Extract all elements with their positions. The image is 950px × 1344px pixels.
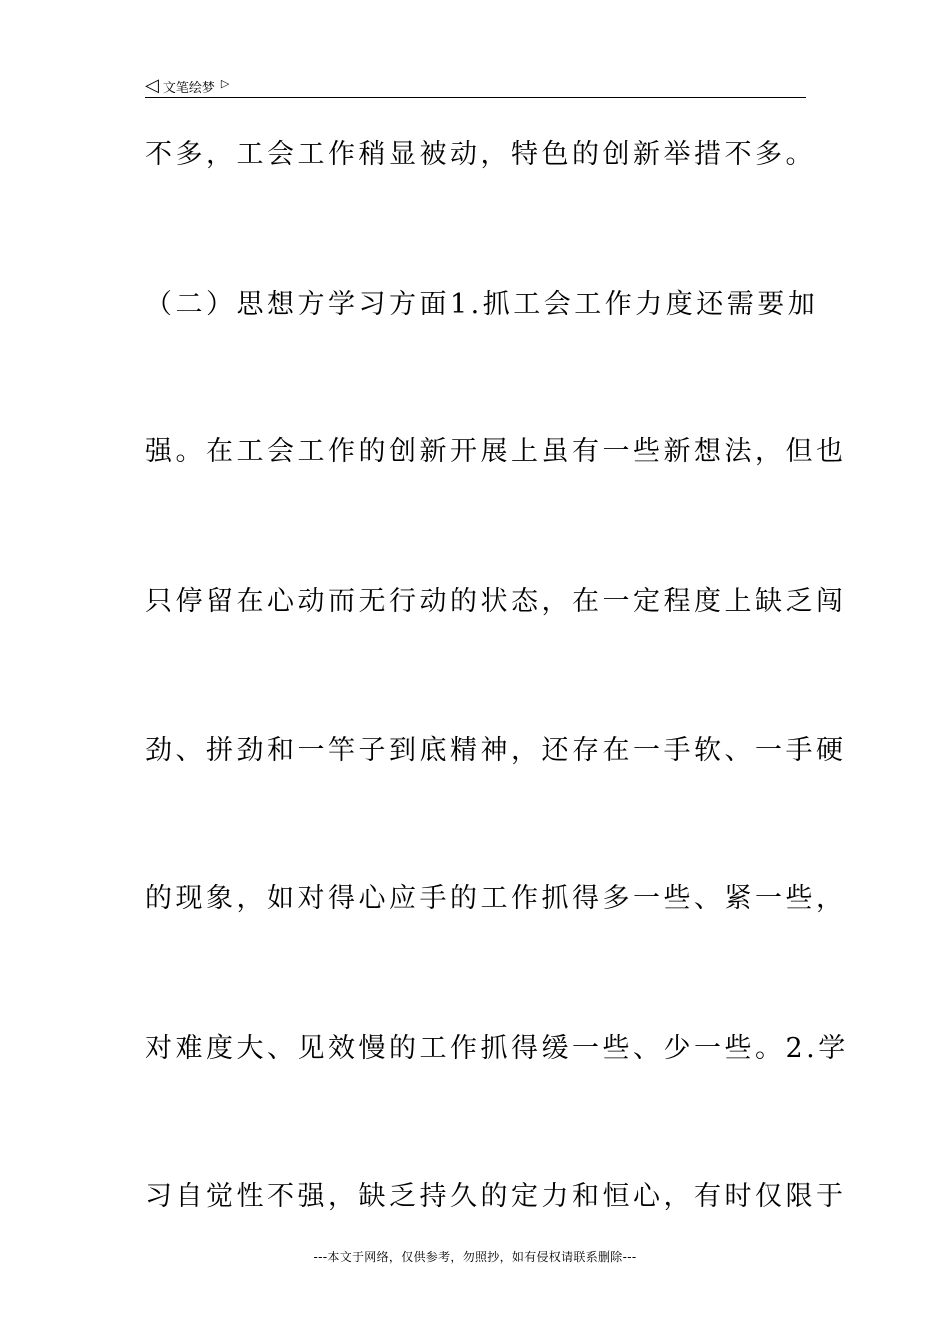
- body-line-7: 对难度大、见效慢的工作抓得缓一些、少一些。2.学: [145, 1033, 849, 1064]
- header-divider: [145, 97, 806, 98]
- body-line-3: 强。在工会工作的创新开展上虽有一些新想法，但也: [145, 436, 847, 467]
- body-line-1: 不多，工会工作稍显被动，特色的创新举措不多。: [145, 139, 816, 170]
- body-line-6: 的现象，如对得心应手的工作抓得多一些、紧一些，: [145, 883, 847, 914]
- right-triangle-icon: ▷: [220, 76, 230, 90]
- header-title: 文笔绘梦: [162, 80, 215, 96]
- page-header: [145, 74, 805, 98]
- body-line-2: （二）思想方学习方面1.抓工会工作力度还需要加: [145, 289, 819, 320]
- body-line-5: 劲、拼劲和一竿子到底精神，还存在一手软、一手硬: [145, 735, 847, 766]
- body-line-4: 只停留在心动而无行动的状态，在一定程度上缺乏闯: [145, 586, 847, 617]
- footer-disclaimer: ---本文于网络，仅供参考，勿照抄，如有侵权请联系删除---: [313, 1250, 637, 1264]
- left-triangle-icon: ◁: [145, 75, 159, 96]
- body-line-8: 习自觉性不强，缺乏持久的定力和恒心，有时仅限于: [145, 1181, 847, 1212]
